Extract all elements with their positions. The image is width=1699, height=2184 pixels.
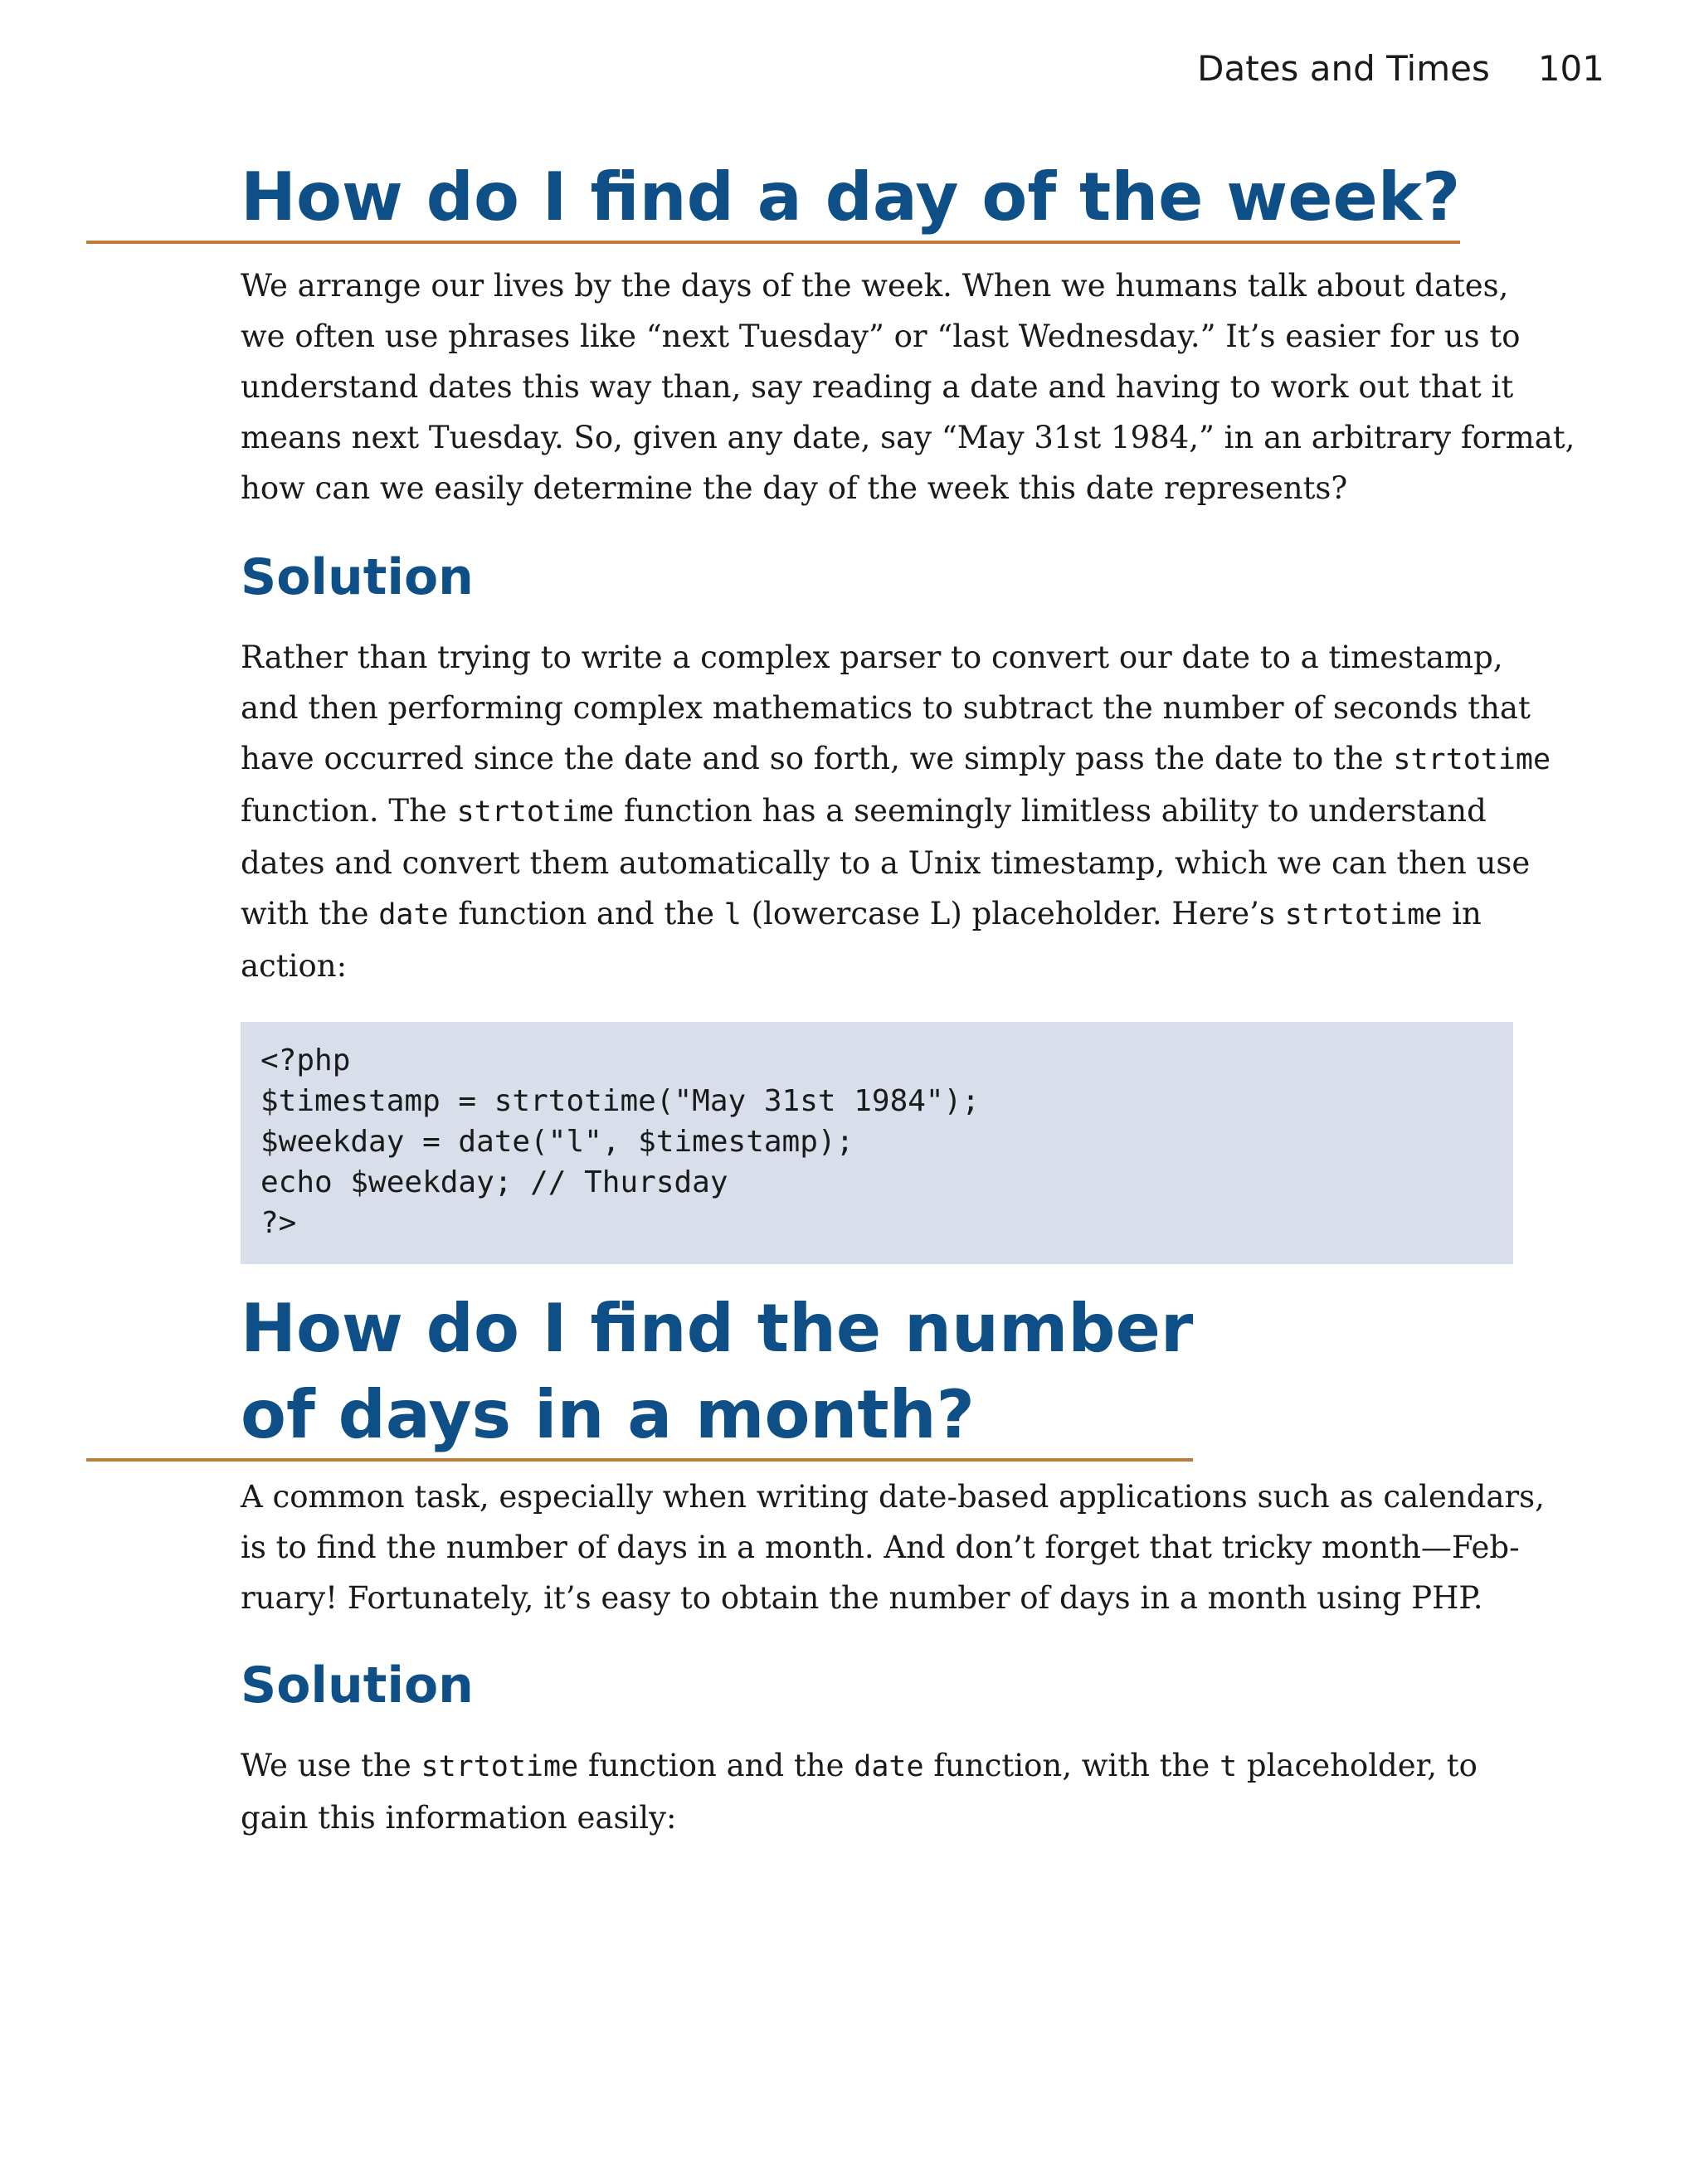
section1-intro — [241, 260, 1575, 513]
text-run: function, with the — [923, 1748, 1220, 1783]
text-run: have occurred since the date and so forth, we simply pass the date to the — [241, 741, 1394, 776]
text-line: ruary! Fortunately, it’s easy to obtain the number of days in a month using PHP. — [241, 1580, 1483, 1616]
text-line: we often use phrases like “next Tuesday” or “last Wednesday.” It’s easier for us to — [241, 319, 1521, 354]
code-line: ?> — [260, 1206, 297, 1240]
text-run: placeholder, to — [1237, 1748, 1477, 1783]
inline-code: strtotime — [456, 795, 615, 829]
text-line: A common task, especially when writing date-based applications such as calendars, — [241, 1479, 1545, 1515]
inline-code: strtotime — [421, 1750, 579, 1783]
inline-code: l — [723, 898, 742, 931]
inline-code: date — [378, 898, 449, 931]
code-line: $timestamp = strtotime("May 31st 1984"); — [260, 1084, 980, 1118]
section2-title-line2: of days in a month? — [241, 1376, 975, 1453]
text-run: function and the — [578, 1748, 854, 1783]
text-line — [241, 733, 1551, 786]
section1-solution-text — [241, 632, 1551, 991]
inline-code: strtotime — [1393, 743, 1551, 776]
text-line: is to find the number of days in a month. And don’t forget that tricky month—Feb- — [241, 1530, 1520, 1565]
text-line: gain this information easily: — [241, 1800, 677, 1836]
text-run: in — [1442, 896, 1482, 931]
section1-title: How do I find a day of the week? — [241, 158, 1461, 236]
text-line: understand dates this way than, say reading a date and having to work out that it — [241, 369, 1514, 405]
section1-solution-heading: Solution — [241, 548, 474, 606]
text-line: Rather than trying to write a complex parser to convert our date to a timestamp, — [241, 640, 1503, 675]
inline-code: t — [1219, 1750, 1238, 1783]
text-run: function and the — [448, 896, 724, 931]
code-line: $weekday = date("l", $timestamp); — [260, 1125, 854, 1159]
text-run: We use the — [241, 1748, 421, 1783]
section2-solution-heading: Solution — [241, 1656, 474, 1715]
section2-title — [241, 1286, 1193, 1458]
text-line: how can we easily determine the day of the week this date represents? — [241, 470, 1348, 506]
text-line — [241, 786, 1518, 838]
text-line: and then performing complex mathematics to subtract the number of seconds that — [241, 690, 1531, 726]
text-run: function has a seemingly limitless ability to understand — [614, 793, 1487, 829]
text-line: means next Tuesday. So, given any date, say “May 31st 1984,” in an arbitrary format, — [241, 420, 1575, 455]
code-line: echo $weekday; // Thursday — [260, 1165, 728, 1199]
section2-intro — [241, 1471, 1545, 1623]
page-number: 101 — [1537, 48, 1604, 89]
inline-code: strtotime — [1284, 898, 1443, 931]
text-line: action: — [241, 948, 348, 984]
section2-solution-text — [241, 1740, 1518, 1843]
text-line: We arrange our lives by the days of the week. When we humans talk about dates, — [241, 268, 1509, 304]
text-run: function. The — [241, 793, 457, 829]
code-block — [241, 1022, 1513, 1264]
inline-code: date — [854, 1750, 924, 1783]
text-line — [241, 1740, 1518, 1792]
code-line: <?php — [260, 1043, 351, 1077]
running-header — [1197, 48, 1604, 89]
header-section-title: Dates and Times — [1197, 48, 1490, 89]
section2-title-line1: How do I find the number — [241, 1290, 1194, 1367]
text-line — [241, 888, 1518, 941]
section2-title-rule — [86, 1286, 1193, 1462]
section1-title-rule — [86, 154, 1460, 244]
text-run: (lowercase L) placeholder. Here’s — [741, 896, 1285, 931]
text-line: dates and convert them automatically to a Unix timestamp, which we can then use — [241, 845, 1531, 881]
text-run: with the — [241, 896, 379, 931]
